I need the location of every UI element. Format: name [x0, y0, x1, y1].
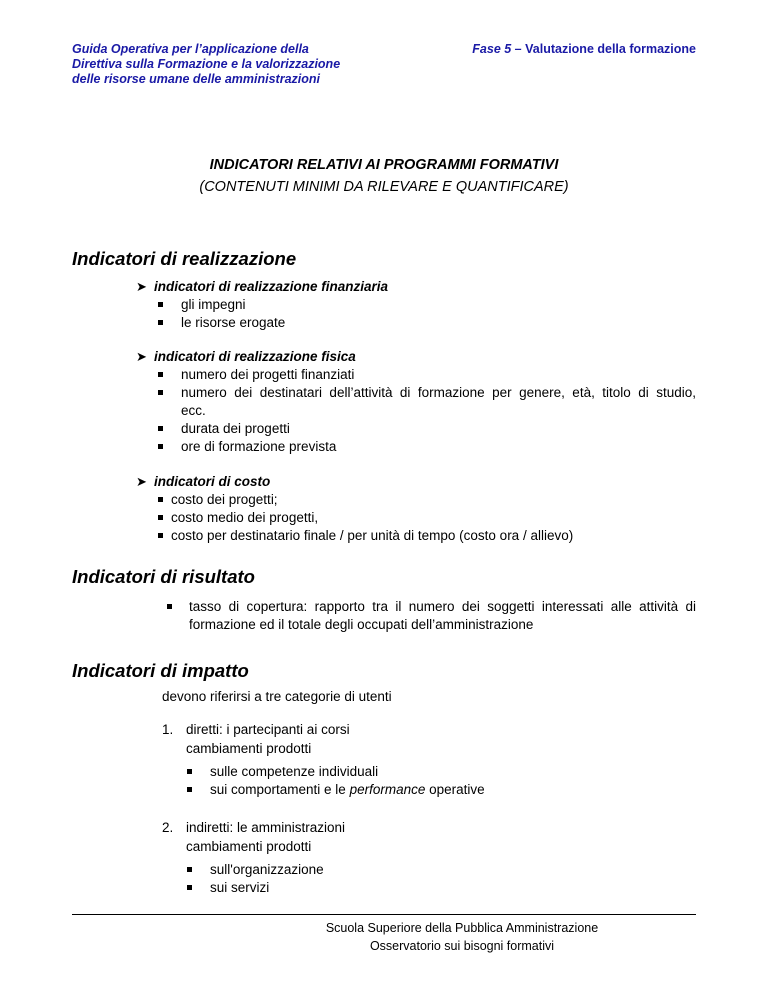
impatto-intro: devono riferirsi a tre categorie di utenti: [162, 689, 392, 704]
arrow-bullet-icon: ➤: [136, 349, 147, 364]
list-item: sulle competenze individuali: [210, 764, 379, 779]
list-item: le risorse erogate: [181, 315, 286, 330]
category-label: diretti: i partecipanti ai corsi: [186, 722, 350, 737]
group-label: indicatori di realizzazione fisica: [154, 349, 356, 364]
arrow-bullet-icon: ➤: [136, 279, 147, 294]
page-title: INDICATORI RELATIVI AI PROGRAMMI FORMATIVI: [209, 157, 559, 173]
square-bullet-icon: [158, 390, 163, 395]
square-bullet-icon: [158, 320, 163, 325]
list-number: 2.: [162, 820, 174, 835]
square-bullet-icon: [158, 372, 163, 377]
list-item-text: operative: [425, 782, 485, 797]
list-item: costo dei progetti;: [171, 492, 278, 507]
header-phase-title: Valutazione della formazione: [525, 42, 696, 56]
square-bullet-icon: [158, 426, 163, 431]
list-item: durata dei progetti: [181, 421, 290, 436]
square-bullet-icon: [187, 867, 192, 872]
group-label: indicatori di costo: [154, 474, 271, 489]
section-title-realizzazione: Indicatori di realizzazione: [72, 248, 297, 269]
footer-line: Scuola Superiore della Pubblica Amministrazione: [325, 921, 599, 935]
footer-divider: [72, 914, 696, 915]
category-label: indiretti: le amministrazioni: [186, 820, 346, 835]
header-right: [472, 42, 696, 57]
square-bullet-icon: [187, 769, 192, 774]
list-item: costo medio dei progetti,: [171, 510, 319, 525]
list-item: gli impegni: [181, 297, 246, 312]
list-item: sui servizi: [210, 880, 270, 895]
header-left-line: delle risorse umane delle amministrazioni: [72, 72, 321, 86]
header-phase: Fase 5 –: [472, 42, 526, 56]
list-item-emphasis: performance: [349, 782, 426, 797]
group-label: indicatori di realizzazione finanziaria: [154, 279, 389, 294]
square-bullet-icon: [158, 302, 163, 307]
header-left-line: Direttiva sulla Formazione e la valorizzazione: [72, 57, 341, 71]
list-item-continuation: ecc.: [181, 403, 206, 418]
square-bullet-icon: [158, 515, 163, 520]
square-bullet-icon: [158, 444, 163, 449]
square-bullet-icon: [187, 787, 192, 792]
square-bullet-icon: [187, 885, 192, 890]
category-changes: cambiamenti prodotti: [186, 839, 312, 854]
square-bullet-icon: [158, 497, 163, 502]
page-subtitle: (CONTENUTI MINIMI DA RILEVARE E QUANTIFICARE): [199, 179, 569, 195]
list-item: [210, 781, 485, 798]
list-item: ore di formazione prevista: [181, 439, 337, 454]
list-item: tasso di copertura: rapporto tra il numero dei soggetti interessati alle attività di: [189, 599, 696, 614]
list-item: numero dei progetti finanziati: [181, 367, 355, 382]
list-item: costo per destinatario finale / per unità di tempo (costo ora / allievo): [171, 528, 574, 543]
arrow-bullet-icon: ➤: [136, 474, 147, 489]
section-title-impatto: Indicatori di impatto: [72, 660, 249, 681]
header-left-line: Guida Operativa per l’applicazione della: [72, 42, 309, 56]
list-item: sull'organizzazione: [210, 862, 324, 877]
square-bullet-icon: [158, 533, 163, 538]
footer-line: Osservatorio sui bisogni formativi: [369, 939, 555, 953]
square-bullet-icon: [167, 604, 172, 609]
header-left: [72, 42, 340, 87]
list-item-text: sui comportamenti e le: [210, 782, 350, 797]
list-item-continuation: formazione ed il totale degli occupati dell’amministrazione: [189, 617, 534, 632]
category-changes: cambiamenti prodotti: [186, 741, 312, 756]
section-title-risultato: Indicatori di risultato: [72, 566, 255, 587]
list-number: 1.: [162, 722, 174, 737]
list-item: numero dei destinatari dell’attività di formazione per genere, età, titolo di studio,: [181, 385, 696, 400]
